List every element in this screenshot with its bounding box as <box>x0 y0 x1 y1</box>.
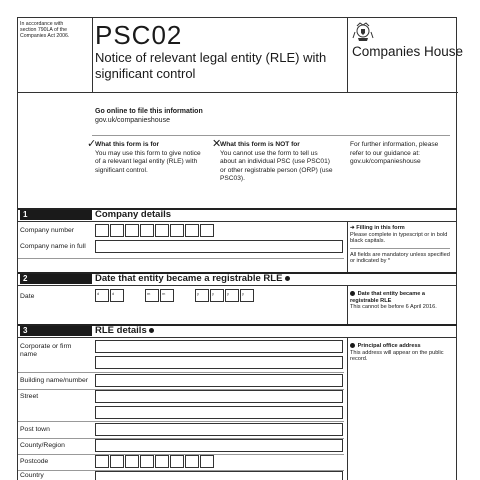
online-url[interactable]: gov.uk/companieshouse <box>95 117 170 124</box>
date-cell[interactable]: y <box>195 289 209 302</box>
company-number-cell[interactable] <box>170 224 184 237</box>
company-name-field[interactable] <box>95 240 343 253</box>
form-for-column <box>95 141 205 175</box>
form-not-for-body: You cannot use the form to tell us about an individual PSC (use PSC01) or other registrable person (ORP) (use PSC03). <box>220 149 333 183</box>
row-rule <box>18 372 344 373</box>
company-number-cell[interactable] <box>140 224 154 237</box>
corporate-name-field-1[interactable] <box>95 340 343 353</box>
date-cell[interactable]: y <box>240 289 254 302</box>
section1-rule <box>18 258 344 259</box>
postcode-label: Postcode <box>20 458 49 465</box>
corporate-name-label: Corporate or firm name <box>20 343 72 358</box>
postcode-cell[interactable] <box>95 455 109 468</box>
date-cell[interactable]: d <box>110 289 124 302</box>
building-field[interactable] <box>95 374 343 387</box>
section3-note <box>350 343 450 363</box>
info-icon <box>350 343 355 348</box>
country-field[interactable] <box>95 471 343 480</box>
company-number-label: Company number <box>20 227 75 234</box>
section3-underline <box>18 337 457 338</box>
section1-side-divider <box>347 222 348 272</box>
company-number-cell[interactable] <box>95 224 109 237</box>
date-cell[interactable]: m <box>160 289 174 302</box>
postcode-cell[interactable] <box>170 455 184 468</box>
date-cell[interactable]: d <box>95 289 109 302</box>
section3-note-body: This address will appear on the public record. <box>350 349 444 363</box>
header-divider-right <box>347 17 348 92</box>
company-number-cell[interactable] <box>125 224 139 237</box>
company-number-cell[interactable] <box>200 224 214 237</box>
section2-underline <box>18 285 457 286</box>
info-icon <box>350 291 355 296</box>
postcode-cell[interactable] <box>200 455 214 468</box>
date-cell[interactable]: y <box>225 289 239 302</box>
country-label: Country <box>20 472 44 479</box>
section3-title-text: RLE details <box>95 325 147 336</box>
post-town-label: Post town <box>20 426 50 433</box>
postcode-cell[interactable] <box>110 455 124 468</box>
info-icon <box>149 328 154 333</box>
corporate-name-field-2[interactable] <box>95 356 343 369</box>
section1-note <box>350 225 450 265</box>
postcode-cell[interactable] <box>140 455 154 468</box>
postcode-cell[interactable] <box>125 455 139 468</box>
form-for-body: You may use this form to give notice of a relevant legal entity (RLE) with significant control. <box>95 149 201 174</box>
section1-underline <box>18 221 457 222</box>
company-number-cell[interactable] <box>185 224 199 237</box>
section3-title <box>95 325 155 336</box>
online-heading: Go online to file this information <box>95 108 203 115</box>
check-icon: ✓ <box>87 138 97 150</box>
online-rule <box>92 135 350 136</box>
section1-note-heading: Filling in this form <box>356 225 405 231</box>
section1-note-body2: All fields are mandatory unless specified or indicated by * <box>350 251 450 265</box>
header-bottom-rule <box>17 92 458 93</box>
header-divider <box>92 17 93 92</box>
section1-note-divider <box>350 248 450 249</box>
section3-side-divider <box>347 338 348 480</box>
street-field-1[interactable] <box>95 390 343 403</box>
section1-note-body: Please complete in typescript or in bold black capitals. <box>350 231 448 245</box>
form-code: PSC02 <box>95 20 183 50</box>
section2-side-divider <box>347 286 348 324</box>
postcode-cell[interactable] <box>185 455 199 468</box>
section2-title <box>95 273 291 284</box>
section2-note-heading: Date that entity became a registrable RLE <box>350 291 426 304</box>
cross-icon: ✕ <box>212 138 222 150</box>
company-number-cell[interactable] <box>155 224 169 237</box>
street-label: Street <box>20 393 39 400</box>
legal-note: In accordance with section 790LA of the Companies Act 2006. <box>20 21 70 40</box>
company-name-label: Company name in full <box>20 243 86 250</box>
county-label: County/Region <box>20 442 65 449</box>
online-rule-right <box>350 135 450 136</box>
date-label: Date <box>20 293 35 300</box>
form-not-for-heading: What this form is NOT for <box>220 141 300 148</box>
form-not-for-column <box>220 141 335 184</box>
arrow-icon: ➜ <box>350 225 355 231</box>
postcode-cell[interactable] <box>155 455 169 468</box>
date-cell[interactable]: y <box>210 289 224 302</box>
form-title: Notice of relevant legal entity (RLE) with significant control <box>95 50 327 81</box>
street-field-2[interactable] <box>95 406 343 419</box>
section3-note-heading: Principal office address <box>357 343 421 349</box>
section2-note <box>350 291 450 311</box>
county-field[interactable] <box>95 439 343 452</box>
date-cell[interactable]: m <box>145 289 159 302</box>
section2-note-body: This cannot be before 6 April 2016. <box>350 304 437 311</box>
section3-number: 3 <box>20 326 92 336</box>
company-number-cell[interactable] <box>110 224 124 237</box>
section2-number: 2 <box>20 274 92 284</box>
form-for-heading: What this form is for <box>95 141 160 148</box>
section1-title: Company details <box>95 209 172 220</box>
post-town-field[interactable] <box>95 423 343 436</box>
building-label: Building name/number <box>20 377 89 384</box>
row-rule <box>18 421 344 422</box>
section1-number: 1 <box>20 210 92 220</box>
info-icon <box>285 276 290 281</box>
section2-title-text: Date that entity became a registrable RLE <box>95 273 283 284</box>
further-info: For further information, please refer to our guidance at: gov.uk/companieshouse <box>350 141 439 166</box>
org-name: Companies House <box>352 44 464 59</box>
